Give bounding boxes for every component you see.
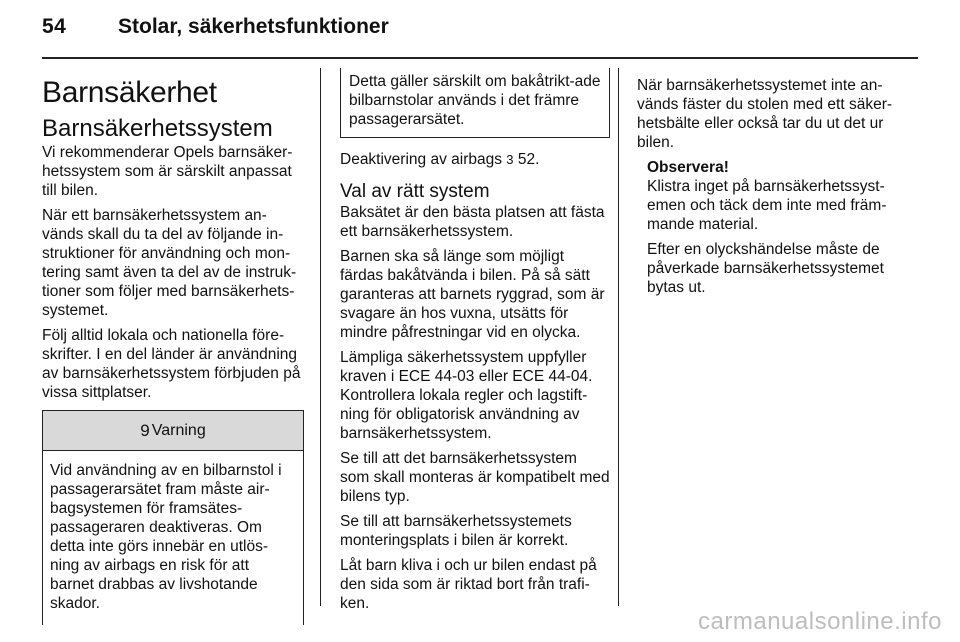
warning-body — [43, 451, 303, 625]
section-heading: Barnsäkerhetssystem — [42, 115, 273, 142]
paragraph: Baksätet är den bästa platsen att fästa ett barnsäkerhetssystem. — [340, 204, 605, 240]
watermark: carmanualsonline.info — [698, 608, 942, 635]
warning-label: Varning — [151, 421, 206, 439]
reference-page: 52. — [517, 151, 540, 168]
column-1 — [42, 66, 304, 625]
note-block — [637, 158, 917, 297]
page-number: 54 — [42, 15, 67, 38]
warning-header — [43, 411, 303, 451]
warning-continued-text: Detta gäller särskilt om bakåtrikt-ade bilbarnstolar används i det främre passagerarsätet. — [349, 73, 601, 128]
warning-box-continued — [340, 68, 610, 138]
column-divider-1 — [320, 68, 321, 606]
warning-text: Vid användning av en bilbarnstol i passagerarsätet fram måste air-bagsystemen för framsätes-passageraren deaktiveras. Om detta inte görs innebär en utlös-ning av airbags en risk för att barnet drabbas av livshotande skador. — [50, 462, 282, 612]
page-reference-icon: 3 — [506, 152, 514, 167]
chapter-heading: Barnsäkerhet — [42, 76, 217, 109]
column-3 — [637, 76, 917, 303]
column-divider-2 — [618, 68, 619, 606]
paragraph: Låt barn kliva i och ur bilen endast på den sida som är riktad bort från trafi-ken. — [340, 557, 597, 612]
page-header — [42, 15, 918, 49]
subsection-heading: Val av rätt system — [340, 181, 490, 202]
paragraph: När ett barnsäkerhetssystem an-vänds skall du ta del av följande in-struktioner för användning och mon-tering samt även ta del av de instruk-tioner som följer med barnsäkerhets-systemet. — [42, 207, 297, 319]
note-text: Klistra inget på barnsäkerhetssyst-emen och täck dem inte med främ-mande material. — [647, 178, 887, 233]
paragraph: När barnsäkerhetssystemet inte an-vänds fäster du stolen med ett säker-hetsbälte eller också tar du ut det ur bilen. — [637, 77, 893, 151]
warning-triangle-icon: 9 — [140, 420, 150, 440]
paragraph: Se till att det barnsäkerhetssystem som skall monteras är kompatibelt med bilens typ. — [340, 450, 610, 505]
note-title: Observera! — [647, 159, 729, 176]
warning-box — [42, 410, 304, 625]
airbag-deactivation-ref: Deaktivering av airbags 3 52. — [340, 151, 540, 168]
paragraph: Se till att barnsäkerhetssystemets monteringsplats i bilen är korrekt. — [340, 513, 572, 549]
note-text: Efter en olyckshändelse måste de påverkade barnsäkerhetssystemet bytas ut. — [647, 241, 884, 296]
paragraph: Följ alltid lokala och nationella före-skrifter. I en del länder är användning av barnsäkerhetssystem förbjuden på vissa sittplatser. — [42, 327, 301, 401]
running-title: Stolar, säkerhetsfunktioner — [118, 15, 389, 38]
paragraph: Vi rekommenderar Opels barnsäker-hetssystem som är särskilt anpassat till bilen. — [42, 144, 293, 199]
paragraph: Barnen ska så länge som möjligt färdas bakåtvända i bilen. På så sätt garanteras att barnets ryggrad, som är svagare än hos vuxna, utsätts för mindre påfrestningar vid en olycka. — [340, 248, 605, 341]
paragraph: Lämpliga säkerhetssystem uppfyller kraven i ECE 44-03 eller ECE 44-04. Kontrollera lokala regler och lagstift-ning för obligatorisk användning av barnsäkerhetssystem. — [340, 349, 593, 442]
header-rule — [42, 57, 918, 59]
column-2 — [340, 68, 610, 619]
